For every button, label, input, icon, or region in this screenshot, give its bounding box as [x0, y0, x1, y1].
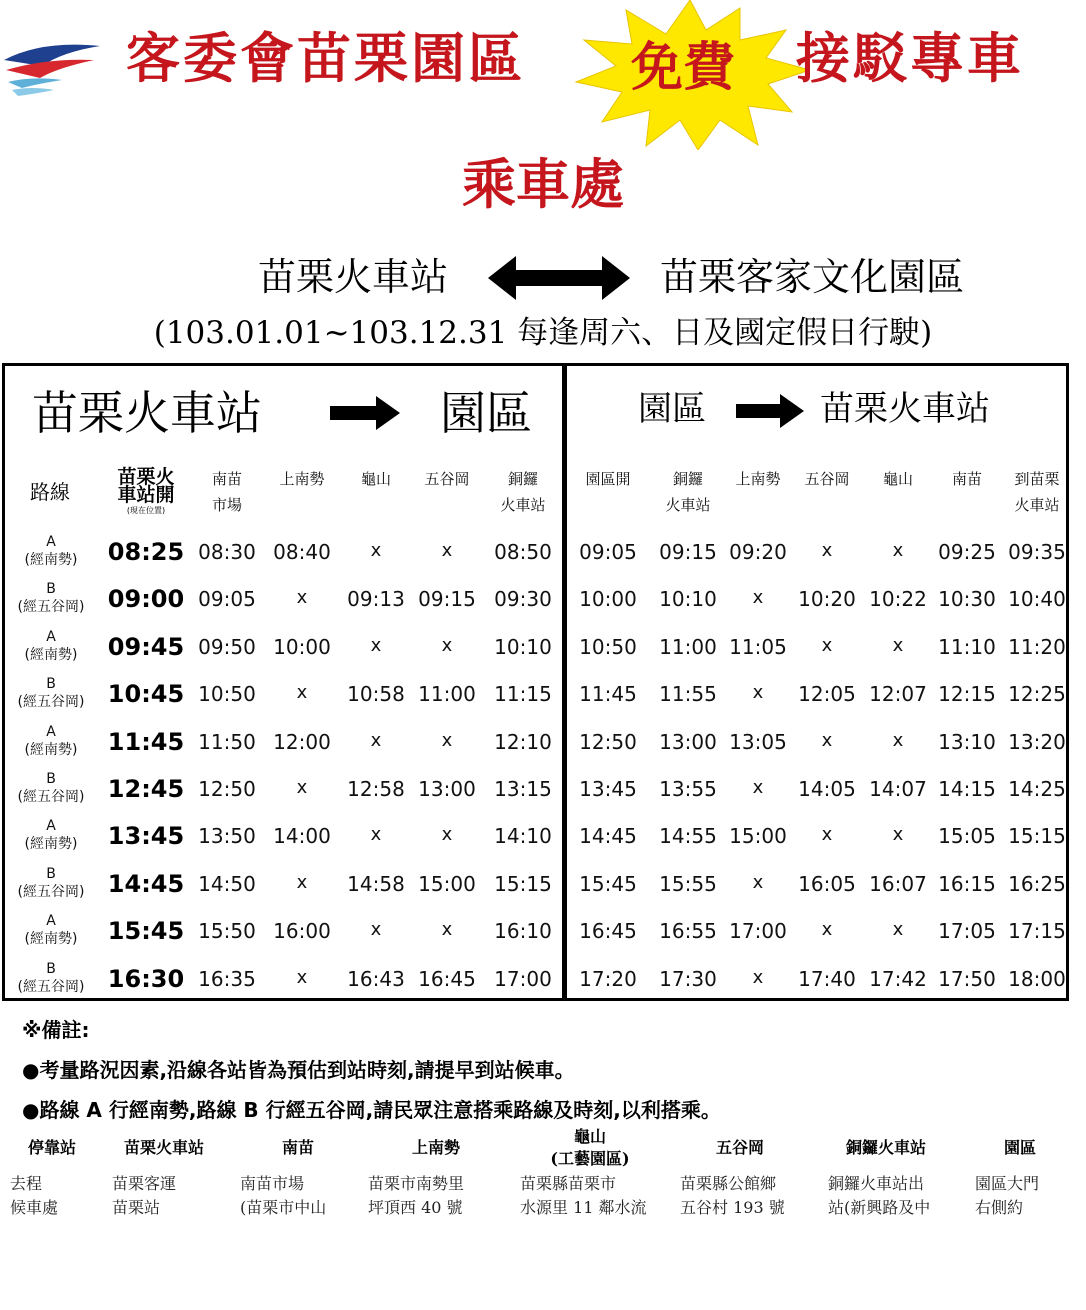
inbound-time: 12:15 — [938, 682, 996, 706]
inbound-time: 16:55 — [659, 919, 717, 943]
route-via: (經五谷岡) — [17, 694, 85, 710]
stop-header-line: 龜山 — [360, 470, 392, 488]
route-via: (經南勢) — [24, 836, 78, 852]
stops-header-line: 龜山 — [573, 1127, 606, 1146]
departure-time: 13:45 — [107, 822, 185, 850]
outbound-time: 09:05 — [198, 587, 256, 611]
stop-header-line: 火車站 — [500, 496, 546, 514]
inbound-time: 13:10 — [938, 730, 996, 754]
inbound-time: 16:15 — [938, 872, 996, 896]
inbound-title-from: 園區 — [638, 389, 706, 429]
stops-detail-line: (苗栗市中山 — [240, 1198, 327, 1217]
stops-table-header — [412, 1137, 460, 1159]
stops-detail-line: 南苗市場 — [240, 1174, 305, 1193]
route-via: (經南勢) — [24, 552, 78, 568]
inbound-time: 13:00 — [659, 730, 717, 754]
route-letter: A — [46, 534, 56, 550]
route-letter: B — [46, 581, 56, 597]
inbound-time: 15:55 — [659, 872, 717, 896]
route-via: (經五谷岡) — [17, 789, 85, 805]
inbound-time: 11:55 — [659, 682, 717, 706]
inbound-time: 14:07 — [869, 777, 927, 801]
inbound-time: 17:30 — [659, 967, 717, 991]
inbound-time: 16:07 — [869, 872, 927, 896]
stops-table-detail — [520, 1172, 647, 1220]
stop-header-line: 到苗栗 — [1014, 470, 1060, 488]
outbound-time: 14:00 — [273, 824, 331, 848]
outbound-time: 09:30 — [494, 587, 552, 611]
outbound-time: x — [441, 635, 453, 656]
inbound-time: x — [752, 777, 764, 798]
outbound-time: 09:13 — [347, 587, 405, 611]
outbound-time: 13:15 — [494, 777, 552, 801]
page-subtitle: 乘車處 — [462, 153, 624, 216]
stops-table-header — [282, 1137, 314, 1159]
stops-table-header — [124, 1137, 204, 1159]
stops-table-header — [550, 1126, 629, 1170]
stops-table-detail — [112, 1172, 176, 1220]
outbound-time: 08:50 — [494, 540, 552, 564]
outbound-time: 13:50 — [198, 824, 256, 848]
inbound-time: 13:20 — [1008, 730, 1066, 754]
inbound-time: 14:55 — [659, 824, 717, 848]
inbound-time: 09:15 — [659, 540, 717, 564]
inbound-stop-header — [883, 466, 913, 492]
outbound-time: 12:58 — [347, 777, 405, 801]
inbound-time: 11:10 — [938, 635, 996, 659]
stops-header-line: 園區 — [1003, 1138, 1037, 1157]
stops-header-line: 銅鑼火車站 — [845, 1138, 927, 1157]
route-via: (經五谷岡) — [17, 979, 85, 995]
stop-header-line: 南苗 — [211, 470, 243, 488]
service-period: (103.01.01~103.12.31 每逢周六、日及國定假日行駛) — [153, 315, 933, 351]
right-arrow-icon — [330, 396, 400, 430]
inbound-time: x — [892, 919, 904, 940]
route-label — [10, 960, 92, 996]
stops-detail-line: 苗栗縣公館鄉 — [680, 1174, 777, 1193]
stops-detail-line: 站(新興路及中 — [828, 1198, 931, 1217]
route-label — [10, 865, 92, 901]
outbound-time: 10:00 — [273, 635, 331, 659]
outbound-stop-header — [500, 466, 545, 518]
stop-header-line: 南苗 — [951, 470, 983, 488]
outbound-time: 08:40 — [273, 540, 331, 564]
stops-table-detail — [680, 1172, 785, 1220]
inbound-stop-header — [665, 466, 710, 518]
outbound-time: 11:00 — [418, 682, 476, 706]
stops-detail-line: 園區大門 — [975, 1174, 1040, 1193]
outbound-time: 13:00 — [418, 777, 476, 801]
stop-header-line: 五谷岡 — [424, 470, 470, 488]
stop-header-line: 火車站 — [1014, 496, 1060, 514]
outbound-time: 14:58 — [347, 872, 405, 896]
route-label — [10, 723, 92, 759]
outbound-time: x — [370, 919, 382, 940]
inbound-time: x — [892, 635, 904, 656]
timetable-divider — [562, 363, 567, 1001]
inbound-time: 17:42 — [869, 967, 927, 991]
outbound-time: x — [370, 540, 382, 561]
stops-detail-line: 水源里 11 鄰水流 — [520, 1198, 647, 1217]
inbound-time: 17:50 — [938, 967, 996, 991]
stop-header-line: 市場 — [211, 496, 243, 514]
route-via: (經五谷岡) — [17, 884, 85, 900]
inbound-time: 10:50 — [579, 635, 637, 659]
inbound-time: x — [752, 967, 764, 988]
inbound-time: x — [752, 682, 764, 703]
inbound-stop-header — [735, 466, 780, 492]
inbound-time: x — [821, 635, 833, 656]
route-letter: B — [46, 771, 56, 787]
inbound-time: 13:55 — [659, 777, 717, 801]
stops-detail-line: 右側約 — [975, 1198, 1024, 1217]
stops-header-line: 上南勢 — [411, 1138, 461, 1157]
route-label — [10, 912, 92, 948]
stops-table-header — [1004, 1137, 1036, 1159]
stop-header-line: 銅鑼 — [507, 470, 539, 488]
inbound-time: 15:05 — [938, 824, 996, 848]
stops-table-detail — [828, 1172, 930, 1220]
outbound-time: 10:58 — [347, 682, 405, 706]
outbound-time: 15:15 — [494, 872, 552, 896]
outbound-time: 12:50 — [198, 777, 256, 801]
outbound-time: 12:00 — [273, 730, 331, 754]
stop-header-line: 銅鑼 — [672, 470, 704, 488]
inbound-time: 14:45 — [579, 824, 637, 848]
outbound-title-to: 園區 — [440, 386, 532, 440]
inbound-time: 17:05 — [938, 919, 996, 943]
departure-time: 10:45 — [107, 680, 185, 708]
stops-header-line: 南苗 — [281, 1138, 315, 1157]
outbound-time: 11:50 — [198, 730, 256, 754]
outbound-time: 15:00 — [418, 872, 476, 896]
stop-header-line: 龜山 — [882, 470, 914, 488]
outbound-time: 16:43 — [347, 967, 405, 991]
departure-time: 14:45 — [107, 870, 185, 898]
right-arrow-icon — [736, 394, 804, 428]
inbound-time: 11:00 — [659, 635, 717, 659]
origin-column-header — [112, 468, 180, 516]
inbound-time: x — [752, 872, 764, 893]
inbound-time: 10:10 — [659, 587, 717, 611]
free-badge: 免費 — [630, 38, 735, 98]
route-letter: A — [46, 724, 56, 740]
outbound-time: x — [441, 919, 453, 940]
route-label — [10, 675, 92, 711]
departure-time: 15:45 — [107, 917, 185, 945]
stops-header-line: 停靠站 — [27, 1138, 77, 1157]
stops-table-header — [28, 1137, 76, 1159]
inbound-stop-header — [952, 466, 982, 492]
outbound-time: 14:10 — [494, 824, 552, 848]
inbound-title-to: 苗栗火車站 — [820, 389, 990, 429]
outbound-time: 12:10 — [494, 730, 552, 754]
inbound-time: 17:00 — [729, 919, 787, 943]
inbound-time: 09:05 — [579, 540, 637, 564]
origin-header-label: 苗栗火車站開 — [117, 466, 175, 506]
inbound-time: 11:05 — [729, 635, 787, 659]
stop-header-line: 五谷岡 — [804, 470, 850, 488]
inbound-time: 16:05 — [798, 872, 856, 896]
stop-header-line: 園區開 — [585, 470, 631, 488]
route-label — [10, 533, 92, 569]
outbound-stop-header — [212, 466, 242, 518]
notes-heading: ※備註: — [22, 1018, 90, 1042]
inbound-time: 14:25 — [1008, 777, 1066, 801]
route-destination: 苗栗客家文化園區 — [660, 255, 965, 299]
inbound-time: 17:20 — [579, 967, 637, 991]
inbound-time: 12:50 — [579, 730, 637, 754]
route-via: (經南勢) — [24, 647, 78, 663]
outbound-time: x — [296, 682, 308, 703]
outbound-time: 15:50 — [198, 919, 256, 943]
inbound-time: x — [821, 540, 833, 561]
departure-time: 11:45 — [107, 728, 185, 756]
stops-header-line: 苗栗火車站 — [123, 1138, 205, 1157]
inbound-time: x — [752, 587, 764, 608]
route-label — [10, 817, 92, 853]
inbound-time: 17:15 — [1008, 919, 1066, 943]
inbound-time: x — [892, 540, 904, 561]
inbound-time: 15:15 — [1008, 824, 1066, 848]
inbound-time: 09:35 — [1008, 540, 1066, 564]
stops-detail-line: 五谷村 193 號 — [680, 1198, 785, 1217]
route-origin: 苗栗火車站 — [258, 255, 449, 299]
outbound-time: 17:00 — [494, 967, 552, 991]
route-via: (經南勢) — [24, 931, 78, 947]
inbound-time: 14:05 — [798, 777, 856, 801]
departure-time: 16:30 — [107, 965, 185, 993]
hakka-council-logo — [2, 38, 102, 100]
stops-detail-line: 苗栗客運 — [112, 1174, 177, 1193]
inbound-time: 10:30 — [938, 587, 996, 611]
inbound-time: 12:05 — [798, 682, 856, 706]
inbound-time: 11:45 — [579, 682, 637, 706]
inbound-time: 11:20 — [1008, 635, 1066, 659]
inbound-time: 16:45 — [579, 919, 637, 943]
inbound-time: 14:15 — [938, 777, 996, 801]
title-right: 接駁專車 — [796, 27, 1024, 90]
inbound-time: 10:20 — [798, 587, 856, 611]
outbound-time: 14:50 — [198, 872, 256, 896]
route-label — [10, 770, 92, 806]
stops-detail-line: 去程 — [10, 1174, 43, 1193]
stops-detail-line: 苗栗市南勢里 — [368, 1174, 465, 1193]
stops-table-detail — [368, 1172, 464, 1220]
outbound-time: 10:10 — [494, 635, 552, 659]
inbound-time: 15:45 — [579, 872, 637, 896]
outbound-time: x — [370, 635, 382, 656]
route-letter: A — [46, 913, 56, 929]
stop-header-line: 上南勢 — [735, 470, 781, 488]
stops-header-line: 五谷岡 — [715, 1138, 765, 1157]
inbound-time: 13:45 — [579, 777, 637, 801]
outbound-time: x — [370, 824, 382, 845]
outbound-time: 16:35 — [198, 967, 256, 991]
outbound-time: 16:10 — [494, 919, 552, 943]
inbound-time: 18:00 — [1008, 967, 1066, 991]
outbound-time: 10:50 — [198, 682, 256, 706]
route-label — [10, 580, 92, 616]
stops-detail-line: 苗栗縣苗栗市 — [520, 1174, 617, 1193]
outbound-time: 09:50 — [198, 635, 256, 659]
inbound-time: x — [892, 730, 904, 751]
route-letter: B — [46, 676, 56, 692]
stops-table-detail — [975, 1172, 1039, 1220]
stop-header-line: 火車站 — [665, 496, 711, 514]
origin-header-note: (現在位置) — [126, 506, 166, 515]
stops-table-header — [846, 1137, 926, 1159]
route-letter: B — [46, 866, 56, 882]
inbound-time: 10:22 — [869, 587, 927, 611]
inbound-time: x — [821, 919, 833, 940]
title-left: 客委會苗栗園區 — [126, 27, 525, 90]
outbound-time: x — [441, 540, 453, 561]
inbound-time: 12:25 — [1008, 682, 1066, 706]
inbound-time: x — [821, 730, 833, 751]
outbound-time: 16:45 — [418, 967, 476, 991]
outbound-time: x — [296, 777, 308, 798]
outbound-time: 11:15 — [494, 682, 552, 706]
outbound-stop-header — [424, 466, 469, 492]
stops-table-detail — [240, 1172, 326, 1220]
inbound-time: x — [821, 824, 833, 845]
route-letter: A — [46, 818, 56, 834]
stops-table-header — [716, 1137, 764, 1159]
route-letter: B — [46, 961, 56, 977]
stops-detail-line: 坪頂西 40 號 — [368, 1198, 463, 1217]
route-column-header: 路線 — [30, 480, 70, 504]
stops-detail-line: 候車處 — [10, 1198, 59, 1217]
note-line-1: ●考量路況因素,沿線各站皆為預估到站時刻,請提早到站候車。 — [22, 1058, 575, 1082]
outbound-stop-header — [279, 466, 324, 492]
outbound-time: x — [441, 730, 453, 751]
outbound-time: x — [296, 967, 308, 988]
inbound-time: 12:07 — [869, 682, 927, 706]
outbound-time: x — [296, 587, 308, 608]
double-arrow-icon — [488, 256, 630, 300]
inbound-time: x — [892, 824, 904, 845]
departure-time: 09:45 — [107, 633, 185, 661]
route-via: (經五谷岡) — [17, 599, 85, 615]
stops-detail-line: 苗栗站 — [112, 1198, 161, 1217]
outbound-time: 09:15 — [418, 587, 476, 611]
inbound-time: 15:00 — [729, 824, 787, 848]
departure-time: 08:25 — [107, 538, 185, 566]
inbound-stop-header — [1014, 466, 1059, 518]
outbound-title-from: 苗栗火車站 — [32, 386, 262, 440]
stops-header-line: (工藝園區) — [550, 1149, 630, 1168]
outbound-time: x — [441, 824, 453, 845]
inbound-time: 10:00 — [579, 587, 637, 611]
outbound-time: x — [296, 872, 308, 893]
stop-header-line: 上南勢 — [279, 470, 325, 488]
inbound-time: 17:40 — [798, 967, 856, 991]
inbound-time: 09:20 — [729, 540, 787, 564]
inbound-time: 16:25 — [1008, 872, 1066, 896]
route-label — [10, 628, 92, 664]
departure-time: 09:00 — [107, 585, 185, 613]
note-line-2: ●路線 A 行經南勢,路線 B 行經五谷岡,請民眾注意搭乘路線及時刻,以利搭乘。 — [22, 1098, 721, 1122]
inbound-time: 10:40 — [1008, 587, 1066, 611]
inbound-stop-header — [585, 466, 630, 492]
inbound-time: 13:05 — [729, 730, 787, 754]
outbound-time: 16:00 — [273, 919, 331, 943]
route-letter: A — [46, 629, 56, 645]
outbound-time: x — [370, 730, 382, 751]
outbound-time: 08:30 — [198, 540, 256, 564]
departure-time: 12:45 — [107, 775, 185, 803]
route-via: (經南勢) — [24, 742, 78, 758]
inbound-time: 09:25 — [938, 540, 996, 564]
stops-detail-line: 銅鑼火車站出 — [828, 1174, 925, 1193]
outbound-stop-header — [361, 466, 391, 492]
inbound-stop-header — [804, 466, 849, 492]
stops-table-detail — [10, 1172, 58, 1220]
